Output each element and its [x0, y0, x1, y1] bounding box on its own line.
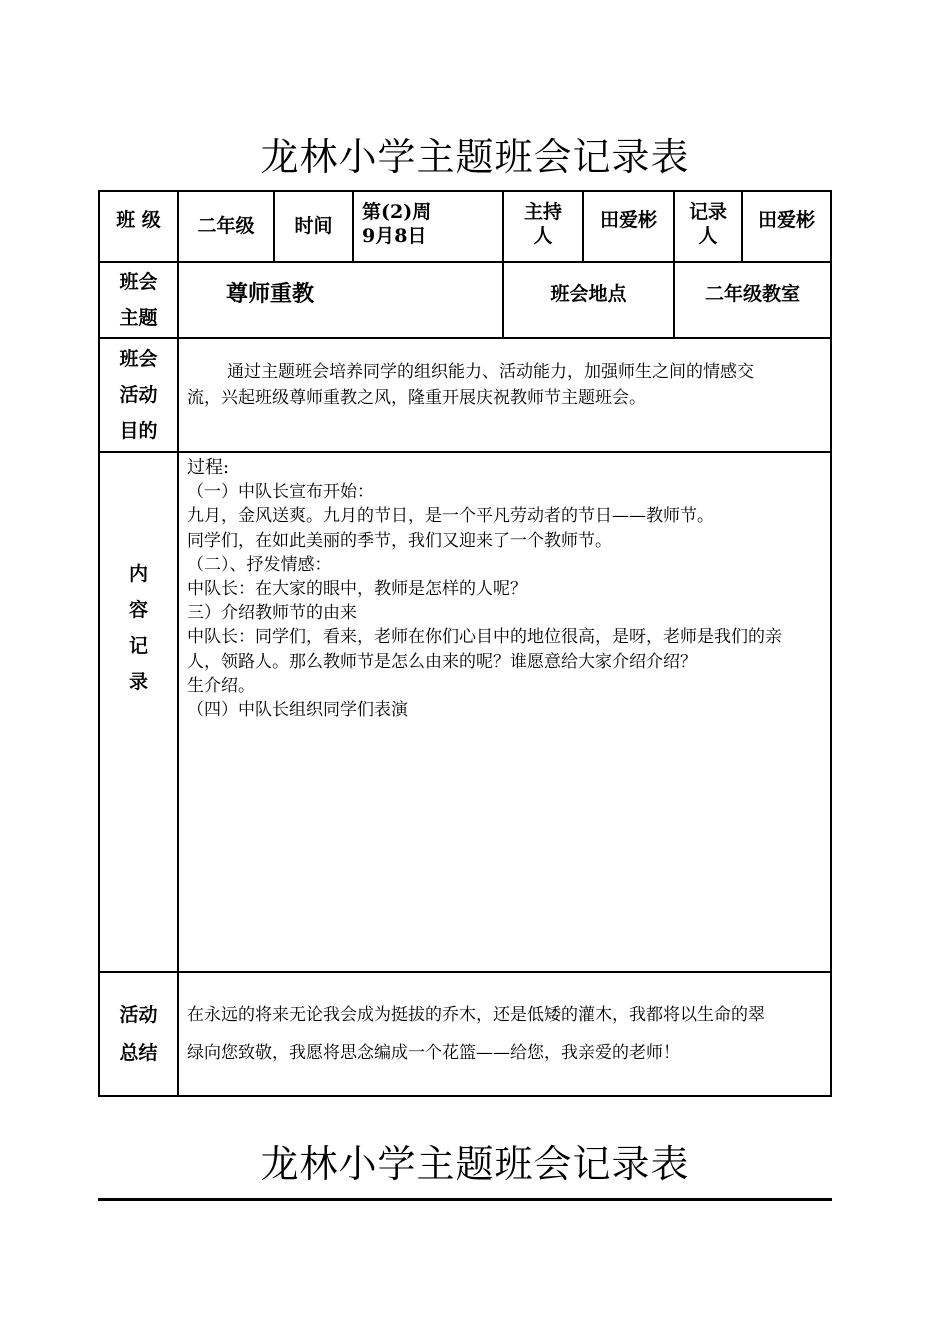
- recorder-label-line2: 人: [698, 225, 718, 247]
- class-label: 班 级: [116, 209, 161, 231]
- column-divider: [352, 190, 354, 263]
- content-label-char: 容: [128, 599, 148, 621]
- row-divider: [98, 337, 832, 339]
- content-label-char: 内: [128, 563, 148, 585]
- recorder-label: [675, 200, 741, 252]
- time-label: 时间: [294, 215, 333, 237]
- host-value: 田爱彬: [599, 209, 657, 231]
- content-line: 中队长：同学们，看来，老师在你们心目中的地位很高，是呀，老师是我们的亲: [187, 627, 782, 648]
- row-divider: [98, 971, 832, 973]
- content-text: [187, 456, 782, 722]
- purpose-label-line2: 活动: [119, 384, 158, 406]
- content-line: 同学们，在如此美丽的季节，我们又迎来了一个教师节。: [187, 530, 612, 551]
- row-divider: [98, 451, 832, 453]
- class-value: 二年级: [197, 215, 255, 237]
- purpose-text: [187, 359, 754, 411]
- content-label-char: 记: [128, 635, 148, 657]
- content-line: 过程:: [187, 457, 230, 478]
- summary-label-line1: 活动: [119, 1004, 158, 1026]
- content-line: （四）中队长组织同学们表演: [187, 700, 408, 721]
- purpose-line: 通过主题班会培养同学的组织能力、活动能力，加强师生之间的情感交: [227, 362, 754, 382]
- next-table-top-border: [98, 1198, 832, 1201]
- time-week: 第(2)周: [362, 201, 432, 223]
- content-line: 九月，金风送爽。九月的节日，是一个平凡劳动者的节日——教师节。: [187, 506, 714, 527]
- content-label: [100, 556, 177, 700]
- host-label: [504, 200, 582, 252]
- summary-text: [187, 996, 765, 1072]
- content-line: 中队长：在大家的眼中，教师是怎样的人呢？: [187, 579, 527, 600]
- purpose-line: 流，兴起班级尊师重教之风，隆重开展庆祝教师节主题班会。: [187, 388, 646, 408]
- recorder-label-line1: 记录: [688, 201, 727, 223]
- location-label: 班会地点: [550, 283, 627, 305]
- theme-value: 尊师重教: [226, 281, 315, 307]
- summary-line: 在永远的将来无论我会成为挺拔的乔木，还是低矮的灌木，我都将以生命的翠: [187, 1005, 765, 1025]
- host-label-line1: 主持: [523, 201, 562, 223]
- summary-label: [100, 973, 177, 1095]
- column-divider: [177, 190, 179, 1097]
- theme-label: [100, 263, 177, 337]
- location-value: 二年级教室: [704, 283, 800, 305]
- content-label-char: 录: [128, 671, 148, 693]
- theme-label-line1: 班会: [119, 271, 158, 293]
- content-line: （二）、抒发情感：: [187, 554, 332, 575]
- content-line: 生介绍。: [187, 675, 255, 696]
- content-line: 人，领路人。那么教师节是怎么由来的呢？谁愿意给大家介绍介绍？: [187, 651, 697, 672]
- summary-line: 绿向您致敬，我愿将思念编成一个花篮——给您，我亲爱的老师！: [187, 1043, 680, 1063]
- purpose-label-line1: 班会: [119, 348, 158, 370]
- purpose-label: [100, 339, 177, 451]
- content-line: 三）介绍教师节的由来: [187, 603, 357, 624]
- time-value: [362, 200, 502, 252]
- content-line: （一）中队长宣布开始：: [187, 482, 374, 503]
- recorder-value: 田爱彬: [757, 209, 815, 231]
- next-page-title: 龙林小学主题班会记录表: [260, 1142, 690, 1186]
- host-label-line2: 人: [533, 225, 553, 247]
- time-date: 9月8日: [362, 225, 427, 247]
- page-title: 龙林小学主题班会记录表: [260, 135, 690, 179]
- summary-label-line2: 总结: [119, 1042, 158, 1064]
- purpose-label-line3: 目的: [119, 420, 158, 442]
- theme-label-line2: 主题: [119, 307, 158, 329]
